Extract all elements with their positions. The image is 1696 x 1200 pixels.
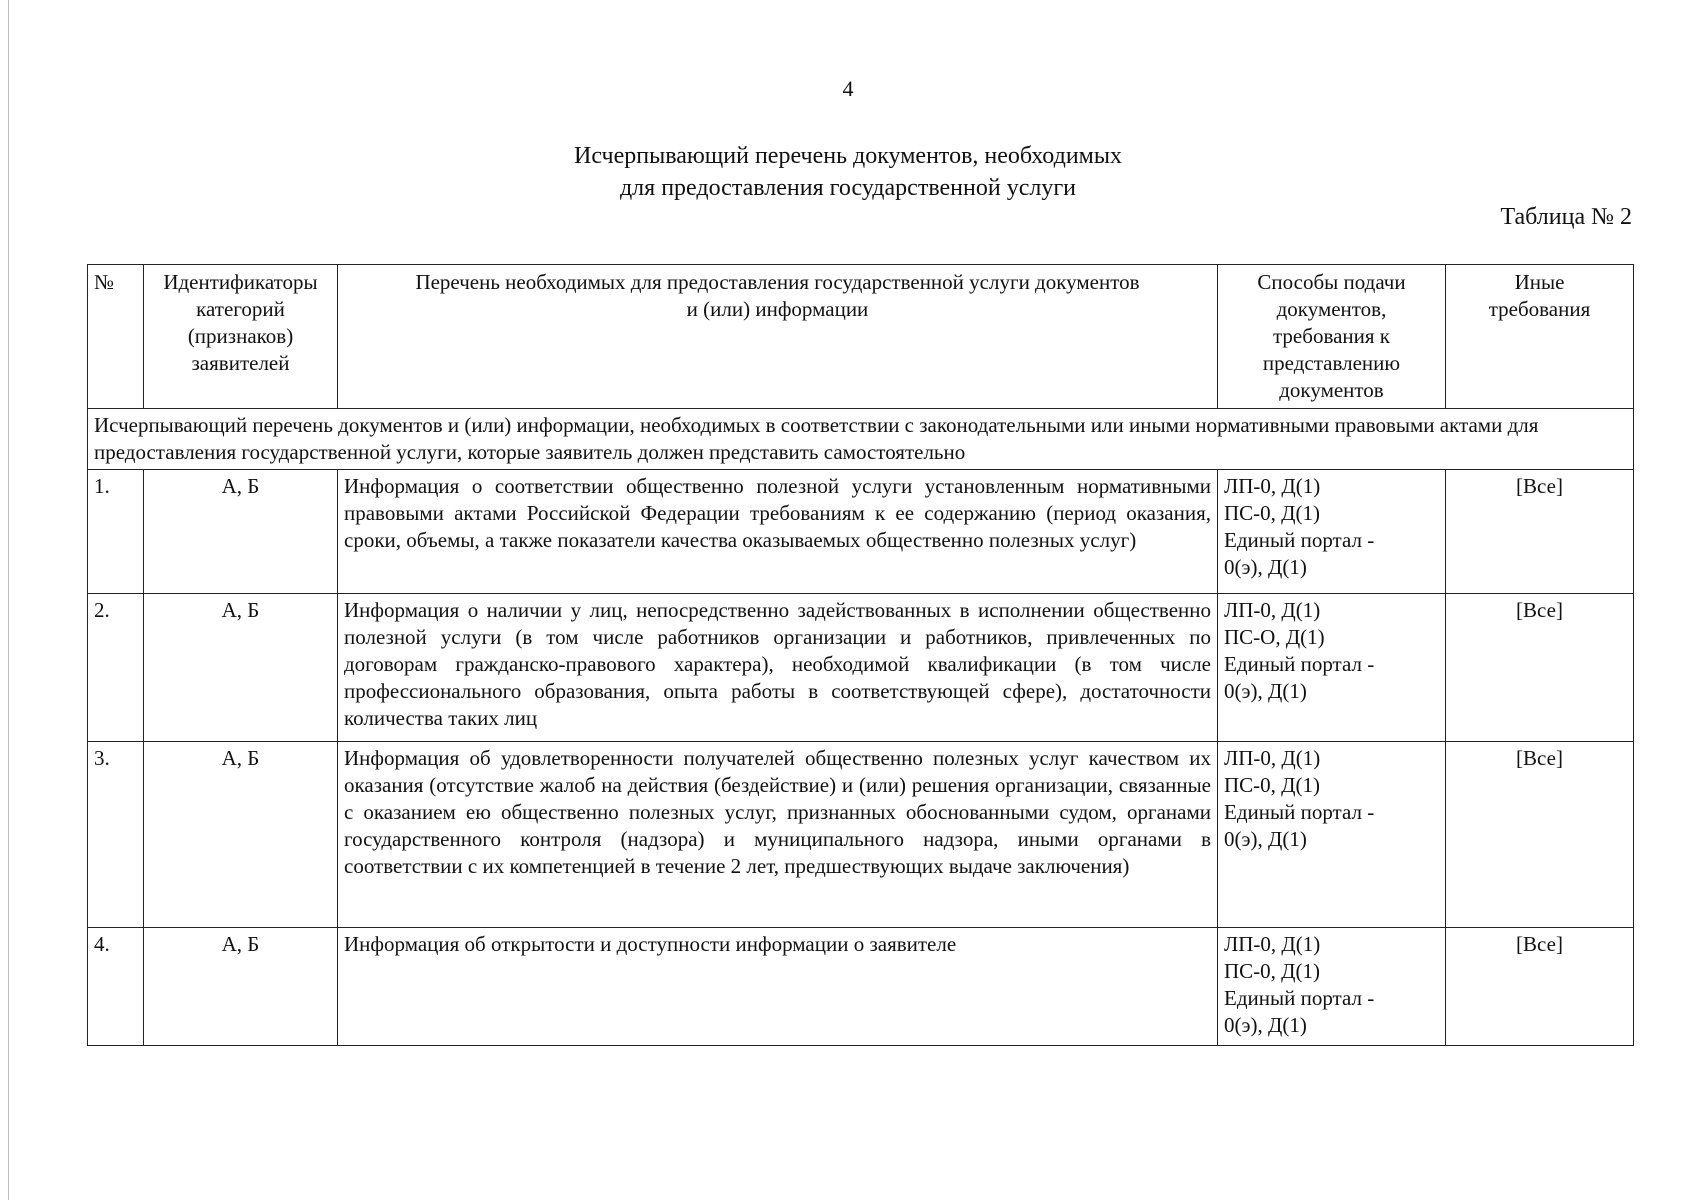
table-row: [88, 742, 1634, 928]
row-other: [Все]: [1446, 742, 1634, 928]
header-list-line: и (или) информации: [686, 297, 869, 321]
table-row: [88, 594, 1634, 742]
section-text: Исчерпывающий перечень документов и (или) информации, необходимых в соответствии с законодательными или иными нормативными правовыми актами для предоставления государственной услуги, которые заявитель должен представить самостоятельно: [88, 409, 1634, 470]
row-way: 0(э), Д(1): [1224, 555, 1307, 579]
row-way: ЛП-0, Д(1): [1224, 474, 1321, 498]
page-number: 4: [842, 76, 854, 101]
row-way: ПС-О, Д(1): [1224, 625, 1325, 649]
header-ways-line: представлению: [1262, 351, 1401, 375]
header-ways-line: требования к: [1273, 324, 1390, 348]
row-number: 2.: [88, 594, 144, 742]
row-way: ПС-0, Д(1): [1224, 501, 1320, 525]
row-way: 0(э), Д(1): [1224, 1013, 1307, 1037]
title-line-1: Исчерпывающий перечень документов, необходимых: [574, 143, 1122, 169]
row-other: [Все]: [1446, 594, 1634, 742]
header-ids-line: категорий: [196, 297, 285, 321]
row-ways: [1218, 742, 1446, 928]
header-other-line: Иные: [1514, 270, 1565, 294]
section-row: [88, 409, 1634, 470]
row-ways: [1218, 594, 1446, 742]
row-way: ЛП-0, Д(1): [1224, 746, 1321, 770]
row-ways: [1218, 928, 1446, 1046]
header-ways: [1218, 265, 1446, 409]
row-way: 0(э), Д(1): [1224, 679, 1307, 703]
row-way: ПС-0, Д(1): [1224, 959, 1320, 983]
row-way: Единый портал -: [1224, 986, 1375, 1010]
row-number: 3.: [88, 742, 144, 928]
row-way: ЛП-0, Д(1): [1224, 598, 1321, 622]
header-ids: [144, 265, 338, 409]
row-ids: А, Б: [144, 594, 338, 742]
header-ways-line: документов: [1279, 378, 1384, 402]
row-text: Информация об открытости и доступности информации о заявителе: [338, 928, 1218, 1046]
header-other: [1446, 265, 1634, 409]
row-number: 4.: [88, 928, 144, 1046]
header-list: [338, 265, 1218, 409]
row-way: ЛП-0, Д(1): [1224, 932, 1321, 956]
header-other-line: требования: [1488, 297, 1591, 321]
documents-table: [87, 264, 1634, 1046]
header-ids-line: Идентификаторы: [163, 270, 318, 294]
row-number: 1.: [88, 470, 144, 594]
row-ways: [1218, 470, 1446, 594]
row-way: Единый портал -: [1224, 528, 1375, 552]
row-text: Информация о наличии у лиц, непосредственно задействованных в исполнении общественно полезной услуги (в том числе работников организации и работников, привлеченных по договорам гражданско-правового характера), необходимой квалификации (в том числе профессионального образования, опыта работы в соответствующей сфере), достаточности количества таких лиц: [338, 594, 1218, 742]
header-ways-line: документов,: [1276, 297, 1387, 321]
table-caption: Таблица № 2: [1500, 204, 1632, 230]
header-list-line: Перечень необходимых для предоставления государственной услуги документов: [415, 270, 1140, 294]
row-other: [Все]: [1446, 928, 1634, 1046]
row-ids: А, Б: [144, 470, 338, 594]
row-ids: А, Б: [144, 928, 338, 1046]
row-other: [Все]: [1446, 470, 1634, 594]
row-text: Информация о соответствии общественно полезной услуги установленным нормативными правовыми актами Российской Федерации требованиям к ее содержанию (период оказания, сроки, объемы, а также показатели качества оказываемых общественно полезных услуг): [338, 470, 1218, 594]
table-row: [88, 470, 1634, 594]
row-way: ПС-0, Д(1): [1224, 773, 1320, 797]
row-way: 0(э), Д(1): [1224, 827, 1307, 851]
header-ways-line: Способы подачи: [1257, 270, 1406, 294]
header-ids-line: заявителей: [191, 351, 290, 375]
row-way: Единый портал -: [1224, 800, 1375, 824]
header-num: №: [88, 265, 144, 409]
header-ids-line: (признаков): [187, 324, 294, 348]
row-ids: А, Б: [144, 742, 338, 928]
row-text: Информация об удовлетворенности получателей общественно полезных услуг качеством их оказания (отсутствие жалоб на действия (бездействие) и (или) решения организации, связанные с оказанием ею общественно полезных услуг, признанных обоснованными судом, органами государственного контроля (надзора) и муниципального надзора, иными органами в соответствии с их компетенцией в течение 2 лет, предшествующих выдаче заключения): [338, 742, 1218, 928]
row-way: Единый портал -: [1224, 652, 1375, 676]
document-title: [0, 140, 1696, 204]
table-row: [88, 928, 1634, 1046]
title-line-2: для предоставления государственной услуги: [619, 175, 1077, 201]
table-header-row: [88, 265, 1634, 409]
